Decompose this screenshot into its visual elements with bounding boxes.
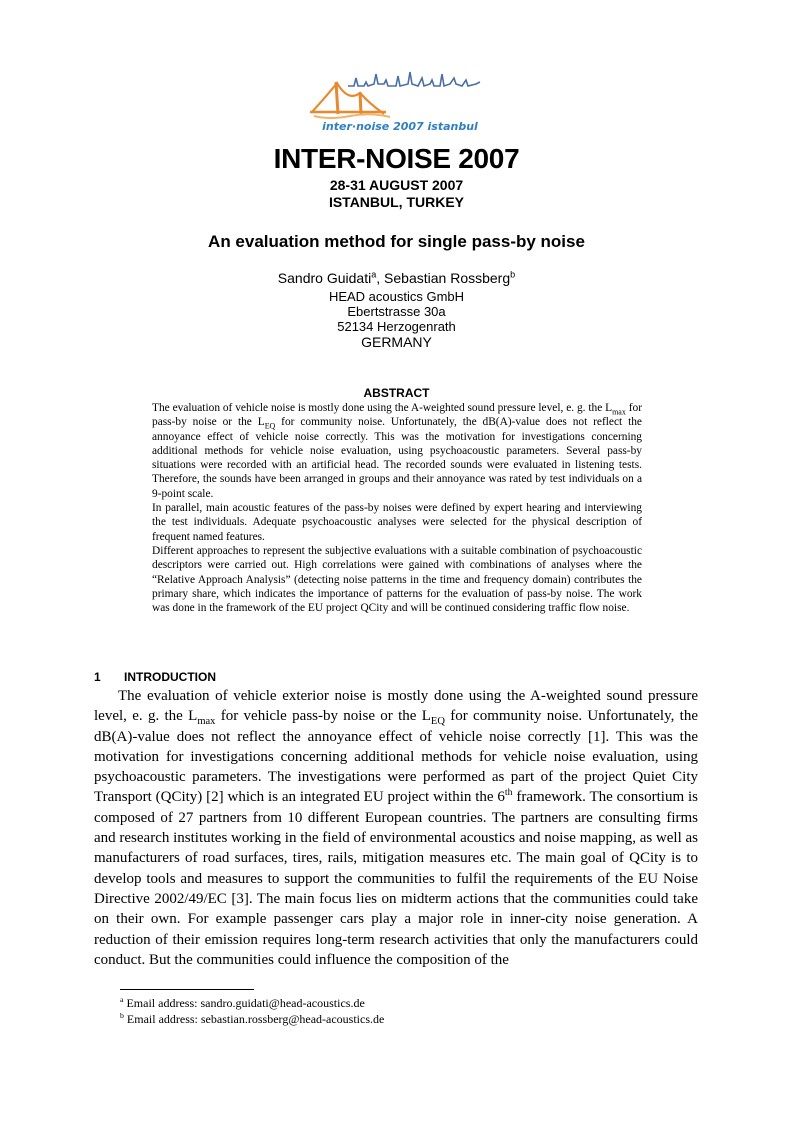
author-line [0, 270, 793, 286]
section-number: 1 [94, 670, 101, 684]
abstract-body [152, 401, 642, 615]
abstract-heading: ABSTRACT [363, 386, 430, 400]
footnote-divider [120, 989, 254, 990]
affiliation-country: GERMANY [361, 334, 432, 350]
abstract-paragraph: Different approaches to represent the subjective evaluations with a suitable combination of psychoacoustic descriptors were carried out. High correlations were gained with combinations of analyses where the “Relative Approach Analysis” (detecting noise patterns in the time and frequency domain) contributes the primary share, which indicates the importance of patterns for the evaluation of pass-by noise. The work was done in the framework of the EU project QCity and will be continued considering traffic flow noise. [152, 544, 642, 615]
affiliation-street: Ebertstrasse 30a [347, 304, 446, 319]
water-wave [314, 114, 390, 118]
conference-title: INTER-NOISE 2007 [273, 143, 520, 174]
paper-title: An evaluation method for single pass-by noise [208, 232, 585, 251]
abstract-paragraph: The evaluation of vehicle noise is mostly done using the A-weighted sound pressure level, e. g. the $L_{max}$ for pass-by noise or the $L_{EQ}$ for community noise. Unfortunately, the dB(A)-value does not reflect the annoyance effect of vehicle noise correctly. This was the motivation for investigations concerning additional methods for vehicle noise evaluation, using psychoacoustic parameters. Several pass-by situations were recorded with an artificial head. The recorded sounds were evaluated in listening tests. Therefore, the sounds have been arranged in groups and their annoyance was rated by test individuals on a 9-point scale. [152, 402, 642, 500]
footnotes [120, 995, 384, 1027]
skyline-silhouette [348, 72, 480, 86]
conference-location: ISTANBUL, TURKEY [328, 194, 465, 210]
body-paragraph: The evaluation of vehicle exterior noise is mostly done using the A-weighted sound pressure level, e. g. the $L_{max}$ for vehicle pass-by noise or the $L_{EQ}$ for community noise. Unfortunately, the dB(A)-value does not reflect the annoyance effect of vehicle noise correctly [1]. This was the motivation for investigations concerning additional methods for vehicle noise evaluation, using psychoacoustic parameters. The investigations were performed as part of the project Quiet City Transport (QCity) [2] which is an integrated EU project within the 6th framework. The consortium is composed of 27 partners from 10 different European countries. The partners are consulting firms and research institutes working in the field of environmental acoustics and noise mapping, as well as manufacturers of road surfaces, tires, rails, mitigation measures etc. The main goal of QCity is to develop tools and measures to support the communities to fulfil the requirements of the EU Noise Directive 2002/49/EC [3]. The main focus lies on midterm actions that the communities could take on their own. For example passenger cars play a major role in inner-city noise generation. A reduction of their emission requires long-term research activities that only the manufacturers could conduct. But the communities could influence the composition of the [94, 688, 699, 968]
conference-dates: 28-31 AUGUST 2007 [329, 177, 464, 193]
logo-text: inter·noise 2007 istanbul [322, 120, 478, 133]
footnote-a: $^a$ Email address: sandro.guidati@head-acoustics.de [120, 995, 365, 1010]
author-mark: a [371, 269, 377, 280]
conference-logo [300, 62, 500, 134]
author-separator: , [376, 270, 385, 286]
introduction-body [94, 686, 698, 970]
author-name: Sebastian Rossberg [384, 270, 511, 286]
bridge-tower-left [336, 82, 338, 114]
affiliation-city: 52134 Herzogenrath [337, 319, 456, 334]
affiliation-company: HEAD acoustics GmbH [328, 289, 465, 304]
bridge-cable [312, 83, 384, 114]
footnote-b: $^b$ Email address: sebastian.rossberg@head-acoustics.de [120, 1011, 385, 1026]
abstract-paragraph: In parallel, main acoustic features of the pass-by noises were defined by expert hearing and interviewing the test individuals. Adequate psychoacoustic analyses were selected for the physical description of frequent named features. [152, 502, 642, 543]
author-mark: b [510, 269, 516, 280]
author-name: Sandro Guidati [277, 270, 372, 286]
section-heading [94, 670, 216, 684]
section-title: INTRODUCTION [124, 670, 216, 684]
